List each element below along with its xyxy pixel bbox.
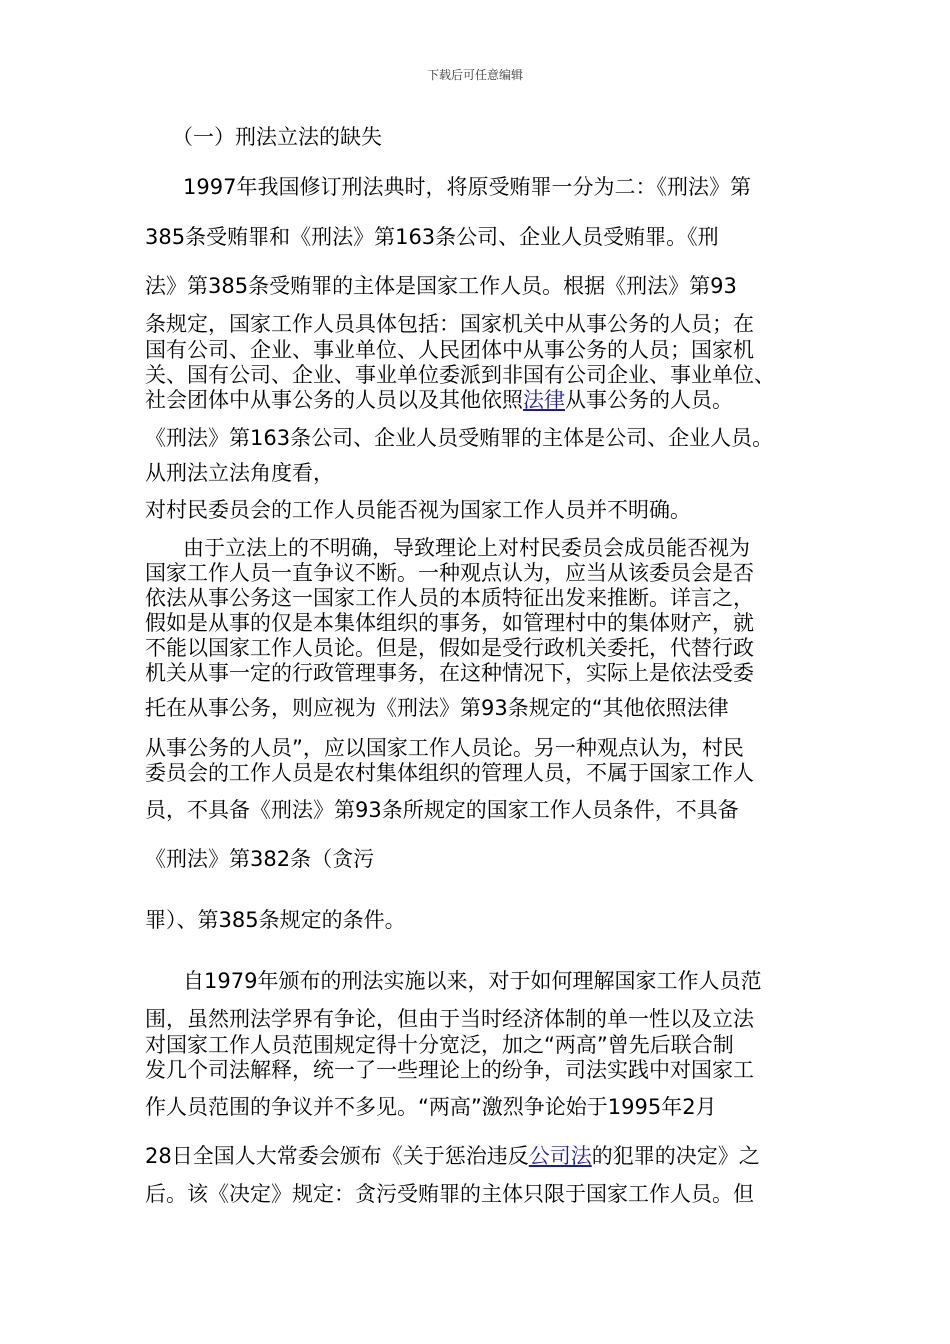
paragraph-line: 员，不具备《刑法》第93条所规定的国家工作人员条件，不具备 — [145, 798, 739, 822]
paragraph-line: 《刑法》第163条公司、企业人员受贿罪的主体是公司、企业人员。 — [145, 426, 774, 450]
paragraph-line: 发几个司法解释，统一了一些理论上的纷争，司法实践中对国家工 — [145, 1058, 754, 1082]
paragraph-line: 国家工作人员一直争议不断。一种观点认为，应当从该委员会是否 — [145, 561, 754, 585]
paragraph-line: 假如是从事的仅是本集体组织的事务，如管理村中的集体财产，就 — [145, 611, 754, 635]
paragraph-line: 托在从事公务，则应视为《刑法》第93条规定的“其他依照法律 — [145, 696, 729, 720]
paragraph-line: 1997年我国修订刑法典时，将原受贿罪一分为二：《刑法》第 — [183, 175, 751, 199]
paragraph-line: 自1979年颁布的刑法实施以来，对于如何理解国家工作人员范 — [183, 969, 762, 993]
law-link[interactable]: 法律 — [523, 388, 565, 412]
paragraph-line: 385条受贿罪和《刑法》第163条公司、企业人员受贿罪。《刑 — [145, 225, 719, 249]
company-law-link[interactable]: 公司法 — [528, 1144, 592, 1168]
paragraph-line: 不能以国家工作人员论。但是，假如是受行政机关委托，代替行政 — [145, 636, 754, 660]
paragraph-line — [145, 1143, 760, 1169]
paragraph-line: 后。该《决定》规定：贪污受贿罪的主体只限于国家工作人员。但 — [145, 1182, 754, 1206]
page-header: 下载后可任意编辑 — [426, 68, 523, 82]
paragraph-line: 对国家工作人员范围规定得十分宽泛，加之“两高”曾先后联合制 — [145, 1033, 734, 1057]
paragraph-line: 条规定，国家工作人员具体包括：国家机关中从事公务的人员；在 — [145, 312, 754, 336]
paragraph-line: 作人员范围的争议并不多见。“两高”激烈争论始于1995年2月 — [145, 1095, 717, 1119]
text-segment: 社会团体中从事公务的人员以及其他依照 — [145, 388, 523, 412]
paragraph-line: 依法从事公务这一国家工作人员的本质特征出发来推断。详言之， — [145, 586, 754, 610]
paragraph-line: 国有公司、企业、事业单位、人民团体中从事公务的人员；国家机 — [145, 338, 754, 362]
paragraph-line: 从事公务的人员”，应以国家工作人员论。另一种观点认为，村民 — [145, 736, 744, 760]
paragraph-line: 对村民委员会的工作人员能否视为国家工作人员并不明确。 — [145, 498, 691, 522]
section-heading: （一）刑法立法的缺失 — [172, 125, 382, 149]
paragraph-line: 《刑法》第382条（贪污 — [145, 847, 375, 871]
paragraph-line: 关、国有公司、企业、事业单位委派到非国有公司企业、事业单位、 — [145, 363, 775, 387]
paragraph-line: 机关从事一定的行政管理事务，在这种情况下，实际上是依法受委 — [145, 661, 754, 685]
paragraph-line: 委员会的工作人员是农村集体组织的管理人员，不属于国家工作人 — [145, 761, 754, 785]
paragraph-line: 由于立法上的不明确，导致理论上对村民委员会成员能否视为 — [183, 536, 750, 560]
paragraph-line: 从刑法立法角度看， — [145, 461, 334, 485]
text-segment: 从事公务的人员。 — [565, 388, 733, 412]
paragraph-line: 围，虽然刑法学界有争论，但由于当时经济体制的单一性以及立法 — [145, 1007, 754, 1031]
text-segment: 的犯罪的决定》之 — [591, 1144, 760, 1168]
text-segment: 28日全国人大常委会颁布《关于惩治违反 — [145, 1144, 529, 1168]
paragraph-line — [145, 387, 733, 413]
paragraph-line: 法》第385条受贿罪的主体是国家工作人员。根据《刑法》第93 — [145, 274, 737, 298]
paragraph-line: 罪）、第385条规定的条件。 — [145, 908, 406, 932]
